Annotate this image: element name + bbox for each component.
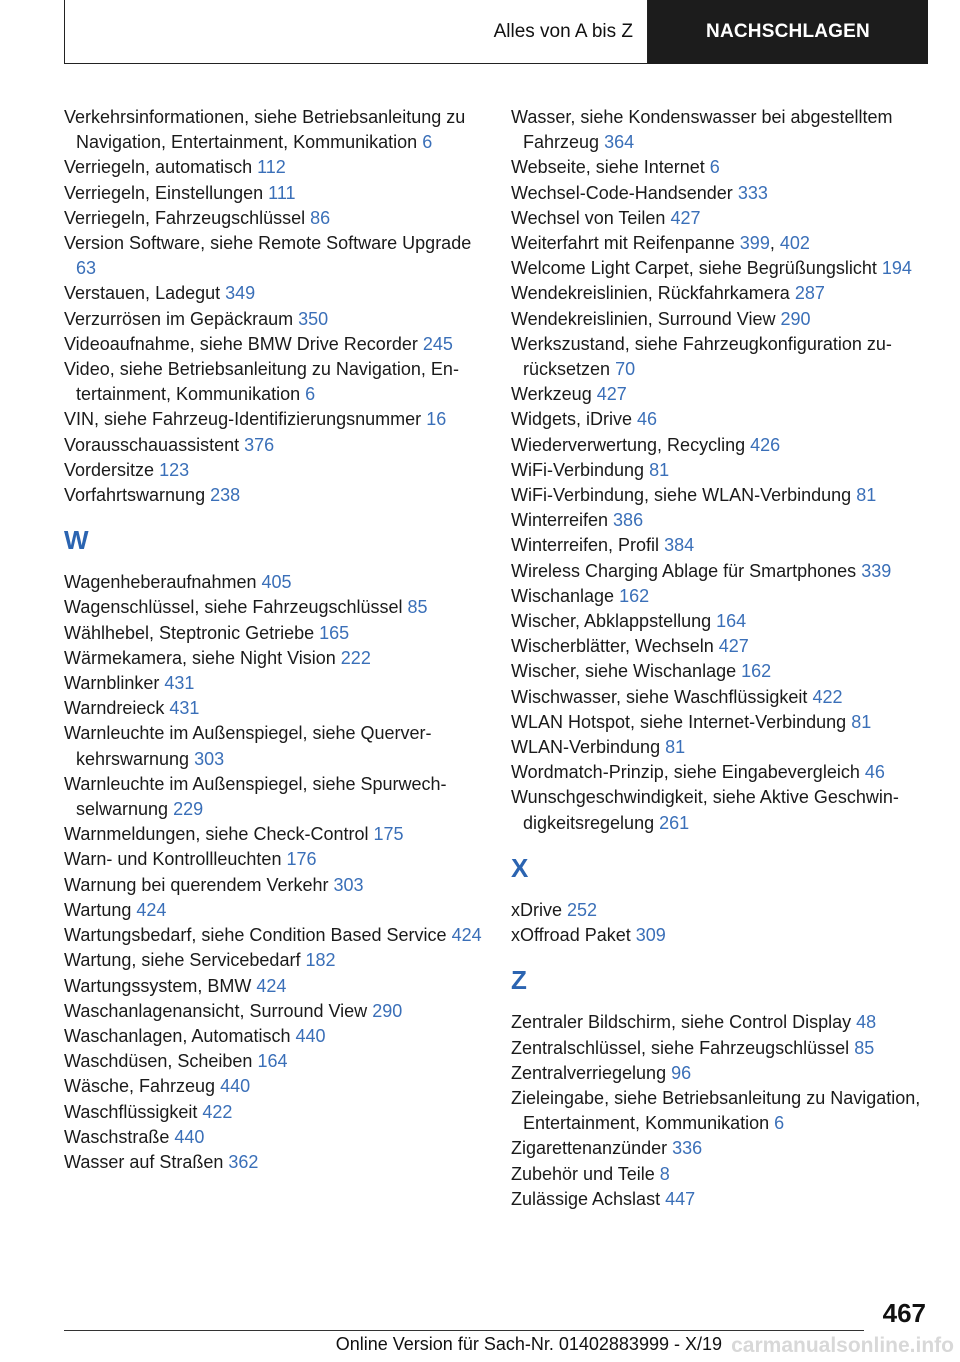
index-entry-term: Warndreieck xyxy=(64,698,165,719)
index-entry xyxy=(511,1086,929,1136)
page-link[interactable]: 96 xyxy=(671,1062,692,1083)
page-link[interactable]: 362 xyxy=(228,1151,259,1172)
index-entry-term: Waschflüssigkeit xyxy=(64,1101,198,1122)
index-entry xyxy=(64,671,482,696)
page-link[interactable]: 440 xyxy=(174,1126,205,1147)
index-entry-term: Warnleuchte im Außenspiegel, siehe Spurwechselwarnung xyxy=(64,773,447,820)
page-link[interactable]: 176 xyxy=(286,849,317,870)
index-entry xyxy=(511,281,929,306)
index-entry-term: Verriegeln, Einstellungen xyxy=(64,182,264,203)
index-entry xyxy=(511,407,929,432)
index-entry-term: Werkzeug xyxy=(511,384,592,405)
page-link[interactable]: 6 xyxy=(774,1113,785,1134)
page-link[interactable]: 164 xyxy=(716,611,747,632)
index-entry xyxy=(511,735,929,760)
index-entry xyxy=(64,772,482,822)
page-link[interactable]: 431 xyxy=(164,673,195,694)
page-link[interactable]: 6 xyxy=(305,384,316,405)
index-entry xyxy=(511,382,929,407)
index-entry-term: Weiterfahrt mit Reifenpanne xyxy=(511,233,735,254)
index-entry-term: Wireless Charging Ablage für Smartphones xyxy=(511,560,857,581)
index-entry xyxy=(64,155,482,180)
page-link[interactable]: 252 xyxy=(567,899,598,920)
index-entry xyxy=(64,105,482,155)
index-entry xyxy=(64,458,482,483)
index-entry: Weiterfahrt mit Reifenpanne 399, 402 xyxy=(511,233,810,254)
section-title: Alles von A bis Z xyxy=(64,0,648,64)
index-column-left xyxy=(64,105,482,1175)
page-link[interactable]: 111 xyxy=(268,182,296,203)
page-link[interactable]: 6 xyxy=(422,132,433,153)
index-entry xyxy=(64,1125,482,1150)
index-entry-term: Zulässige Achslast xyxy=(511,1188,661,1209)
index-entry-term: Videoaufnahme, siehe BMW Drive Recorder xyxy=(64,333,418,354)
index-entry xyxy=(64,231,482,281)
page-link[interactable]: 424 xyxy=(451,925,482,946)
index-entry xyxy=(511,710,929,735)
page-link[interactable]: 194 xyxy=(881,258,912,279)
index-entry xyxy=(64,332,482,357)
index-entry xyxy=(64,974,482,999)
page-link[interactable]: 222 xyxy=(340,647,371,668)
index-entry-term: Warn- und Kontrollleuchten xyxy=(64,849,282,870)
page-link[interactable]: 6 xyxy=(709,157,720,178)
index-entry xyxy=(64,1150,482,1175)
index-entry-term: Waschanlagen, Automatisch xyxy=(64,1025,291,1046)
index-entry xyxy=(64,407,482,432)
page-link[interactable]: 349 xyxy=(225,283,256,304)
index-entry-term: Welcome Light Carpet, siehe Begrüßungslicht xyxy=(511,258,877,279)
index-entry xyxy=(511,332,929,382)
index-entry-term: Wählhebel, Steptronic Getriebe xyxy=(64,622,315,643)
index-entry-term: Werkszustand, siehe Fahrzeugkonfiguration zurücksetzen xyxy=(511,333,892,380)
index-column-right xyxy=(511,105,929,1212)
page-link[interactable]: 81 xyxy=(649,459,670,480)
index-entry xyxy=(64,822,482,847)
index-entry-term: Waschanlagenansicht, Surround View xyxy=(64,1000,368,1021)
index-entry xyxy=(511,307,929,332)
page-link[interactable]: 376 xyxy=(244,434,275,455)
index-entry-term: Wasser auf Straßen xyxy=(64,1151,224,1172)
page-link[interactable]: 290 xyxy=(780,308,811,329)
index-entry xyxy=(511,609,929,634)
index-entry-term: Wechsel von Teilen xyxy=(511,207,666,228)
page-link[interactable]: 399 xyxy=(739,233,770,254)
page-link[interactable]: 162 xyxy=(741,661,772,682)
index-entry-term: Vorfahrtswarnung xyxy=(64,485,206,506)
index-entry-term: Wischanlage xyxy=(511,585,615,606)
page-link[interactable]: 427 xyxy=(670,207,701,228)
page-link[interactable]: 16 xyxy=(426,409,447,430)
page-link[interactable]: 261 xyxy=(659,812,690,833)
page-link[interactable]: 447 xyxy=(665,1188,696,1209)
index-entry xyxy=(511,508,929,533)
index-entry-term: WLAN Hotspot, siehe Internet-Verbindung xyxy=(511,711,847,732)
page-link[interactable]: 333 xyxy=(737,182,768,203)
page-link[interactable]: 164 xyxy=(257,1051,288,1072)
index-entry xyxy=(511,206,929,231)
index-entry xyxy=(511,483,929,508)
index-entry xyxy=(64,570,482,595)
index-entry xyxy=(64,307,482,332)
index-entry-term: Zentralschlüssel, siehe Fahrzeugschlüssel xyxy=(511,1037,850,1058)
index-entry xyxy=(511,181,929,206)
index-entry-term: Wartungsbedarf, siehe Condition Based Service xyxy=(64,925,447,946)
page-link[interactable]: 402 xyxy=(779,233,810,254)
page-link[interactable]: 384 xyxy=(664,535,695,556)
index-entry-term: WLAN-Verbindung xyxy=(511,737,661,758)
page-link[interactable]: 422 xyxy=(812,686,843,707)
index-entry xyxy=(511,1061,929,1086)
index-entry xyxy=(64,621,482,646)
index-entry-term: Wischerblätter, Wechseln xyxy=(511,636,714,657)
page-link[interactable]: 426 xyxy=(750,434,781,455)
page-link[interactable]: 46 xyxy=(637,409,658,430)
index-entry xyxy=(511,898,929,923)
page-link[interactable]: 63 xyxy=(76,258,97,279)
index-entry xyxy=(511,785,929,835)
page-link[interactable]: 405 xyxy=(261,572,292,593)
index-entry-term: Video, siehe Betriebsanleitung zu Navigation, Entertainment, Kommunikation xyxy=(64,359,459,405)
watermark: carmanualsonline.info xyxy=(731,1334,954,1357)
index-entry-term: Wagenschlüssel, siehe Fahrzeugschlüssel xyxy=(64,597,403,618)
index-entry-term: Wischer, Abklappstellung xyxy=(511,611,712,632)
index-entry xyxy=(64,847,482,872)
index-entry-term: WiFi-Verbindung xyxy=(511,459,645,480)
index-entry xyxy=(511,559,929,584)
page-link[interactable]: 424 xyxy=(136,899,167,920)
index-entry-term: Wordmatch-Prinzip, siehe Eingabevergleich xyxy=(511,762,860,783)
index-entry xyxy=(64,696,482,721)
index-entry-term: Vordersitze xyxy=(64,459,155,480)
chapter-tab: NACHSCHLAGEN xyxy=(648,0,928,64)
index-entry-term: Version Software, siehe Remote Software Upgrade xyxy=(64,233,472,254)
page-link[interactable]: 440 xyxy=(220,1076,251,1097)
index-entry-term: Warnung bei querendem Verkehr xyxy=(64,874,329,895)
index-entry xyxy=(511,634,929,659)
index-entry xyxy=(64,1074,482,1099)
index-entry-term: Wechsel-Code-Handsender xyxy=(511,182,733,203)
index-entry-term: Zigarettenanzünder xyxy=(511,1138,668,1159)
index-entry xyxy=(64,948,482,973)
index-entry xyxy=(64,646,482,671)
index-entry xyxy=(511,155,929,180)
page-link[interactable]: 245 xyxy=(422,333,453,354)
index-entry xyxy=(64,1100,482,1125)
index-letter-heading: Z xyxy=(511,965,527,996)
index-entry-term: Wiederverwertung, Recycling xyxy=(511,434,746,455)
index-entry xyxy=(64,281,482,306)
index-entry xyxy=(511,685,929,710)
index-entry xyxy=(511,533,929,558)
index-entry xyxy=(64,1049,482,1074)
index-entry-term: Waschdüsen, Scheiben xyxy=(64,1051,253,1072)
index-entry xyxy=(511,256,929,281)
page-link[interactable]: 350 xyxy=(298,308,329,329)
page-link[interactable]: 175 xyxy=(373,824,404,845)
page-link[interactable]: 8 xyxy=(659,1163,670,1184)
index-entry-term: Wartung xyxy=(64,899,132,920)
index-entry xyxy=(64,483,482,508)
index-entry xyxy=(64,595,482,620)
index-entry xyxy=(511,1162,929,1187)
index-entry-term: Verriegeln, automatisch xyxy=(64,157,253,178)
page-link[interactable]: 162 xyxy=(619,585,650,606)
index-entry-term: Waschstraße xyxy=(64,1126,170,1147)
page-link[interactable]: 81 xyxy=(851,711,872,732)
footer-text: Online Version für Sach-Nr. 01402883999 - X/19 xyxy=(335,1334,722,1354)
page-link[interactable]: 339 xyxy=(861,560,892,581)
index-entry-term: Zentraler Bildschirm, siehe Control Display xyxy=(511,1012,852,1033)
index-entry xyxy=(511,1136,929,1161)
index-entry-term: Widgets, iDrive xyxy=(511,409,633,430)
index-entry-term: Wasser, siehe Kondenswasser bei abgestelltem Fahrzeug xyxy=(511,107,893,153)
page-number: 467 xyxy=(882,1298,926,1328)
page-link[interactable]: 424 xyxy=(256,975,287,996)
page-link[interactable]: 303 xyxy=(333,874,364,895)
page-link[interactable]: 48 xyxy=(856,1012,877,1033)
page-link[interactable]: 81 xyxy=(856,485,877,506)
index-entry-term: Wartungssystem, BMW xyxy=(64,975,252,996)
index-entry-term: Verkehrsinformationen, siehe Betriebsanleitung zu Navigation, Entertainment, Kommunikation xyxy=(64,107,466,153)
index-entry-term: Verzurrösen im Gepäckraum xyxy=(64,308,294,329)
page-header xyxy=(64,0,928,64)
page-link[interactable]: 290 xyxy=(372,1000,403,1021)
page-link[interactable]: 431 xyxy=(169,698,200,719)
index-entry xyxy=(511,760,929,785)
index-entry-term: Winterreifen, Profil xyxy=(511,535,660,556)
page-link[interactable]: 85 xyxy=(407,597,428,618)
index-entry-term: xOffroad Paket xyxy=(511,925,631,946)
index-letter-heading: X xyxy=(511,852,529,883)
index-entry xyxy=(64,999,482,1024)
index-entry-term: Warnblinker xyxy=(64,673,160,694)
index-entry-term: Winterreifen xyxy=(511,510,609,531)
page-link[interactable]: 81 xyxy=(665,737,686,758)
index-entry xyxy=(511,923,929,948)
page-link[interactable]: 123 xyxy=(159,459,190,480)
page-link[interactable]: 427 xyxy=(718,636,749,657)
footer-divider xyxy=(64,1330,864,1331)
page-link[interactable]: 422 xyxy=(202,1101,233,1122)
index-entry xyxy=(64,1024,482,1049)
page-link[interactable]: 427 xyxy=(596,384,627,405)
index-entry xyxy=(64,721,482,771)
page-link[interactable]: 287 xyxy=(794,283,825,304)
index-entry-term: VIN, siehe Fahrzeug-Identifizierungsnummer xyxy=(64,409,422,430)
page-link[interactable]: 85 xyxy=(854,1037,875,1058)
page-link[interactable]: 303 xyxy=(194,748,225,769)
index-entry-term: Zentralverriegelung xyxy=(511,1062,667,1083)
index-entry-term: WiFi-Verbindung, siehe WLAN-Verbindung xyxy=(511,485,852,506)
index-entry xyxy=(511,433,929,458)
index-entry-term: Zieleingabe, siehe Betriebsanleitung zu Navigation, Entertainment, Kommunikation xyxy=(511,1087,921,1134)
page-link[interactable]: 70 xyxy=(615,359,636,380)
index-entry-term: Wendekreislinien, Rückfahrkamera xyxy=(511,283,790,304)
index-entry-term: Vorausschauassistent xyxy=(64,434,240,455)
index-entry-term: Wischer, siehe Wischanlage xyxy=(511,661,737,682)
index-entry xyxy=(511,458,929,483)
index-entry xyxy=(511,1036,929,1061)
index-entry-term: Wäsche, Fahrzeug xyxy=(64,1076,216,1097)
page-link[interactable]: 386 xyxy=(613,510,644,531)
page-link[interactable]: 364 xyxy=(604,132,635,153)
page-link[interactable]: 46 xyxy=(864,762,885,783)
index-entry xyxy=(511,659,929,684)
page-link[interactable]: 86 xyxy=(310,207,331,228)
page-link[interactable]: 309 xyxy=(635,925,666,946)
index-entry-term: Wendekreislinien, Surround View xyxy=(511,308,776,329)
index-entry-term: xDrive xyxy=(511,899,563,920)
index-entry xyxy=(64,873,482,898)
index-entry-term: Webseite, siehe Internet xyxy=(511,157,705,178)
index-entry xyxy=(64,433,482,458)
page-link[interactable]: 165 xyxy=(319,622,350,643)
index-entry-term: Verstauen, Ladegut xyxy=(64,283,221,304)
index-entry xyxy=(511,584,929,609)
index-entry xyxy=(64,923,482,948)
index-letter-heading: W xyxy=(64,525,89,556)
index-entry-term: Verriegeln, Fahrzeugschlüssel xyxy=(64,207,306,228)
index-entry-term: Warnleuchte im Außenspiegel, siehe Querverkehrswarnung xyxy=(64,723,432,769)
index-entry-term: Wartung, siehe Servicebedarf xyxy=(64,950,301,971)
page-link[interactable]: 182 xyxy=(305,950,336,971)
index-entry xyxy=(64,898,482,923)
page-link[interactable]: 112 xyxy=(257,157,286,178)
index-entry-term: Wagenheberaufnahmen xyxy=(64,572,257,593)
index-entry-term: Wärmekamera, siehe Night Vision xyxy=(64,647,336,668)
index-entry xyxy=(64,181,482,206)
index-entry-term: Warnmeldungen, siehe Check-Control xyxy=(64,824,369,845)
index-entry xyxy=(511,105,929,155)
index-entry xyxy=(64,206,482,231)
page-link[interactable]: 440 xyxy=(295,1025,326,1046)
page-link[interactable]: 229 xyxy=(173,799,204,820)
page-link[interactable]: 238 xyxy=(210,485,241,506)
index-entry-term: Wunschgeschwindigkeit, siehe Aktive Geschwindigkeitsregelung xyxy=(511,787,899,833)
index-entry-term: Zubehör und Teile xyxy=(511,1163,655,1184)
index-entry-term: Wischwasser, siehe Waschflüssigkeit xyxy=(511,686,808,707)
index-entry xyxy=(64,357,482,407)
index-entry xyxy=(511,1010,929,1035)
index-entry xyxy=(511,1187,929,1212)
page-link[interactable]: 336 xyxy=(672,1138,703,1159)
